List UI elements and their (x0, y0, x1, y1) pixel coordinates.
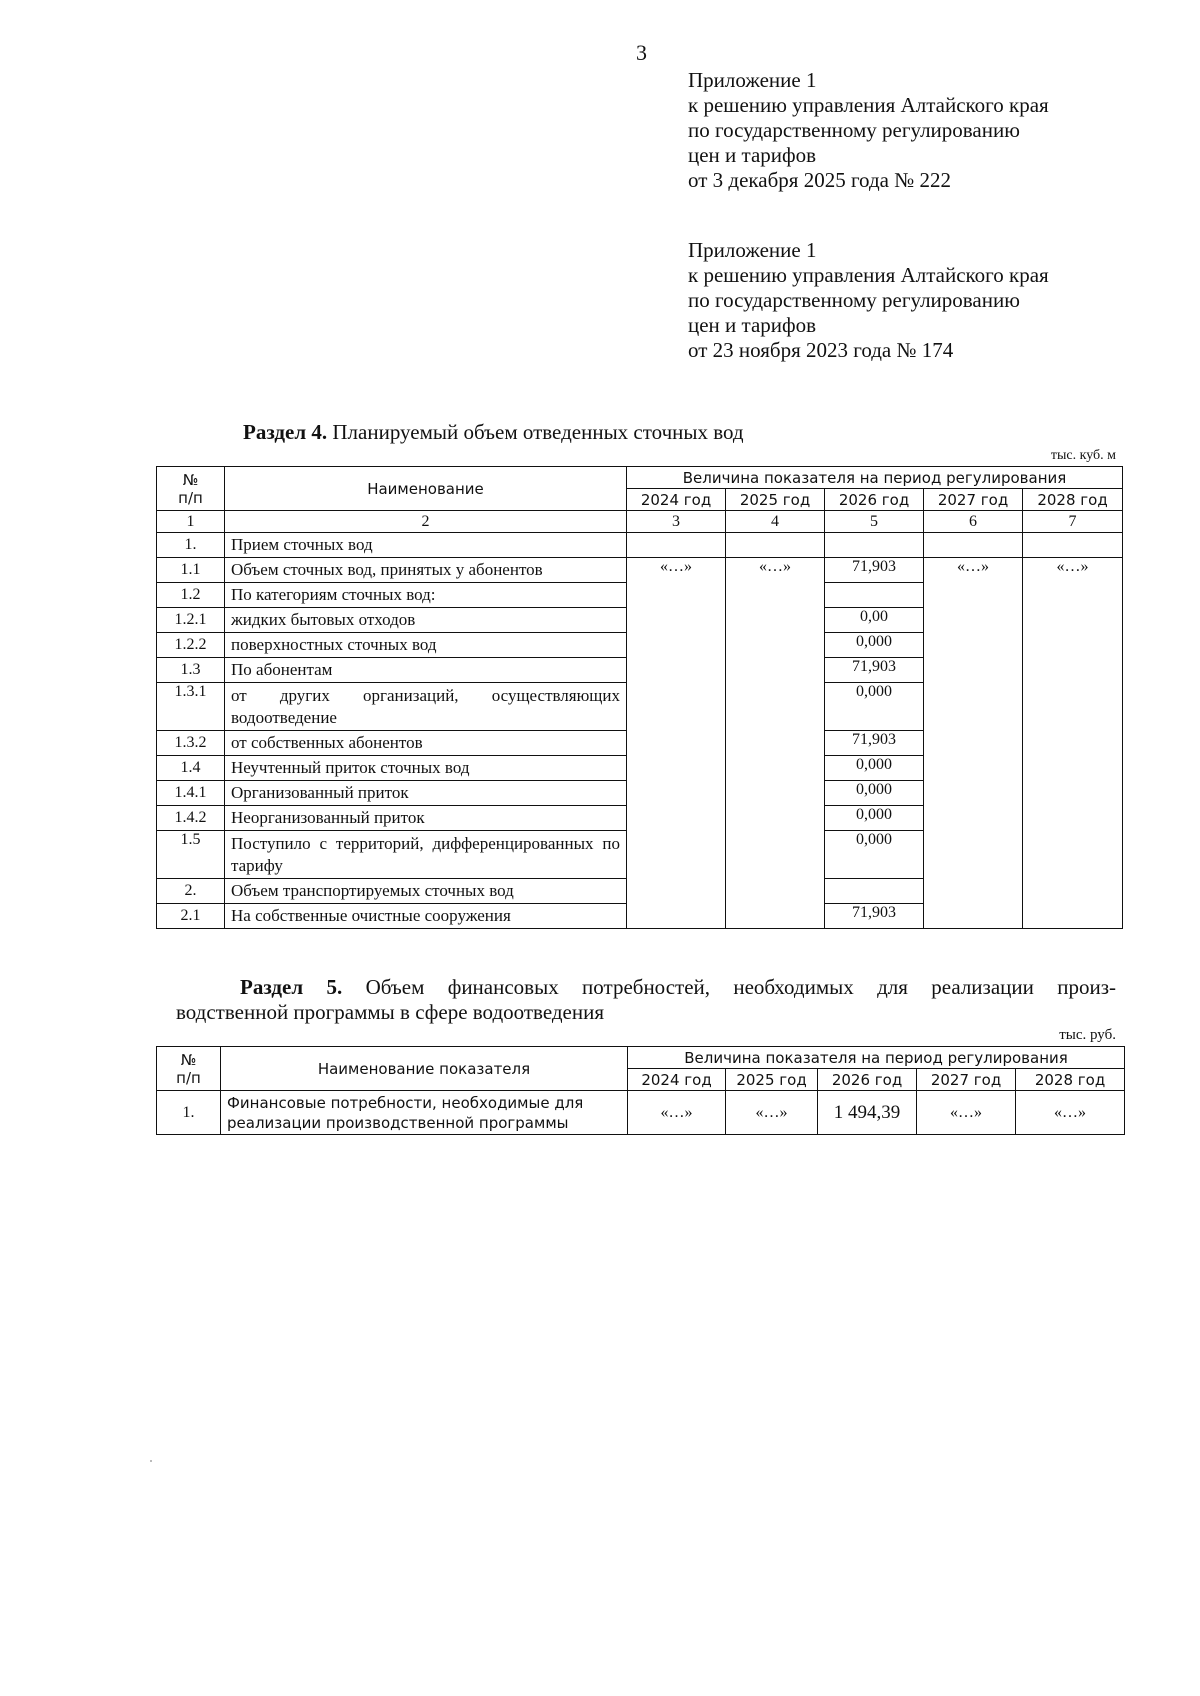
appendix-title: Приложение 1 (688, 68, 817, 92)
value-2026: 0,00 (825, 608, 924, 633)
row-number: 1.2.2 (157, 633, 225, 658)
appendix-line: к решению управления Алтайского края (688, 93, 1049, 117)
row-number: 1. (157, 533, 225, 558)
header-no-sub: п/п (176, 1068, 201, 1087)
section5-title (176, 975, 1116, 1025)
col-number: 4 (726, 511, 825, 533)
value-2026 (825, 879, 924, 904)
row-name: Поступило с территорий, дифференцированных по тарифу (225, 831, 627, 879)
section4-title-text: Планируемый объем отведенных сточных вод (327, 420, 744, 444)
col-number: 5 (825, 511, 924, 533)
header-name: Наименование (225, 467, 627, 511)
row-name: жидких бытовых отходов (225, 608, 627, 633)
value-cell (1023, 533, 1123, 558)
header-year: 2026 год (818, 1069, 917, 1091)
row-number: 1.1 (157, 558, 225, 583)
table-row (157, 558, 1123, 583)
value-2025: «…» (726, 1091, 818, 1135)
header-year: 2024 год (627, 489, 726, 511)
header-year: 2025 год (726, 1069, 818, 1091)
value-2026: 0,000 (825, 806, 924, 831)
row-name: Объем транспортируемых сточных вод (225, 879, 627, 904)
section4-title (243, 420, 744, 445)
value-2028: «…» (1016, 1091, 1125, 1135)
section4-unit: тыс. куб. м (1050, 448, 1116, 463)
section5-table (156, 1046, 1125, 1135)
row-number: 1.5 (157, 831, 225, 879)
header-year: 2026 год (825, 489, 924, 511)
value-2024: «…» (627, 558, 726, 929)
row-name: По категориям сточных вод: (225, 583, 627, 608)
row-number: 1.4.2 (157, 806, 225, 831)
section5-number: Раздел 5. (240, 975, 343, 999)
page-number: 3 (636, 40, 647, 65)
row-number: 1. (157, 1091, 221, 1135)
row-name: поверхностных сточных вод (225, 633, 627, 658)
appendix-line: цен и тарифов (688, 313, 817, 337)
value-cell (726, 533, 825, 558)
header-year: 2024 год (628, 1069, 726, 1091)
value-2025: «…» (726, 558, 825, 929)
value-2026: 71,903 (825, 904, 924, 929)
header-no (157, 467, 225, 511)
table-row (157, 533, 1123, 558)
row-name: Неорганизованный приток (225, 806, 627, 831)
row-number: 2.1 (157, 904, 225, 929)
section5-title-line2: водственной программы в сфере водоотведения (176, 1000, 605, 1024)
scan-artifact (150, 1460, 152, 1462)
value-2026: 71,903 (825, 558, 924, 583)
appendix-line: цен и тарифов (688, 143, 817, 167)
section5-title-text: Объем финансовых потребностей, необходимых для реализации произ- (342, 975, 1116, 999)
row-number: 1.2 (157, 583, 225, 608)
header-year: 2028 год (1023, 489, 1123, 511)
value-2026: 0,000 (825, 831, 924, 879)
header-no-sub: п/п (178, 488, 203, 507)
header-year: 2027 год (917, 1069, 1016, 1091)
col-number: 3 (627, 511, 726, 533)
value-2026 (825, 583, 924, 608)
appendix-line: по государственному регулированию (688, 118, 1020, 142)
section4-number: Раздел 4. (243, 420, 328, 444)
header-no-text: № (182, 470, 199, 489)
appendix-current-block (688, 68, 1049, 193)
value-cell (627, 533, 726, 558)
header-name: Наименование показателя (221, 1047, 628, 1091)
col-number: 2 (225, 511, 627, 533)
header-year: 2027 год (924, 489, 1023, 511)
row-name: Прием сточных вод (225, 533, 627, 558)
row-number: 1.4 (157, 756, 225, 781)
row-name: Организованный приток (225, 781, 627, 806)
value-2026: 71,903 (825, 731, 924, 756)
header-year: 2028 год (1016, 1069, 1125, 1091)
value-2026: 0,000 (825, 683, 924, 731)
appendix-line: к решению управления Алтайского края (688, 263, 1049, 287)
value-2026: 0,000 (825, 756, 924, 781)
value-2024: «…» (628, 1091, 726, 1135)
col-number: 6 (924, 511, 1023, 533)
appendix-original-block (688, 238, 1049, 363)
value-cell (924, 533, 1023, 558)
appendix-line: по государственному регулированию (688, 288, 1020, 312)
value-2026: 71,903 (825, 658, 924, 683)
header-period: Величина показателя на период регулирования (628, 1047, 1125, 1069)
row-number: 1.3 (157, 658, 225, 683)
appendix-date: от 23 ноября 2023 года № 174 (688, 338, 954, 362)
appendix-date: от 3 декабря 2025 года № 222 (688, 168, 951, 192)
table-row (157, 1091, 1125, 1135)
section4-table (156, 466, 1123, 929)
row-name: На собственные очистные сооружения (225, 904, 627, 929)
row-number: 1.2.1 (157, 608, 225, 633)
col-number: 1 (157, 511, 225, 533)
value-2026: 1 494,39 (818, 1091, 917, 1135)
appendix-title: Приложение 1 (688, 238, 817, 262)
row-number: 1.3.2 (157, 731, 225, 756)
section5-unit: тыс. руб. (1059, 1027, 1116, 1043)
row-number: 1.3.1 (157, 683, 225, 731)
value-2026 (825, 533, 924, 558)
col-number: 7 (1023, 511, 1123, 533)
value-2026: 0,000 (825, 781, 924, 806)
row-name: от других организаций, осуществляющих водоотведение (225, 683, 627, 731)
value-2026: 0,000 (825, 633, 924, 658)
row-number: 1.4.1 (157, 781, 225, 806)
header-period: Величина показателя на период регулирования (627, 467, 1123, 489)
header-year: 2025 год (726, 489, 825, 511)
row-name: По абонентам (225, 658, 627, 683)
row-name: Финансовые потребности, необходимые для реализации производственной программы (221, 1091, 628, 1135)
value-2027: «…» (924, 558, 1023, 929)
value-2028: «…» (1023, 558, 1123, 929)
value-2027: «…» (917, 1091, 1016, 1135)
row-name: от собственных абонентов (225, 731, 627, 756)
row-name: Объем сточных вод, принятых у абонентов (225, 558, 627, 583)
row-name: Неучтенный приток сточных вод (225, 756, 627, 781)
header-no-text: № (180, 1050, 197, 1069)
header-no (157, 1047, 221, 1091)
row-number: 2. (157, 879, 225, 904)
